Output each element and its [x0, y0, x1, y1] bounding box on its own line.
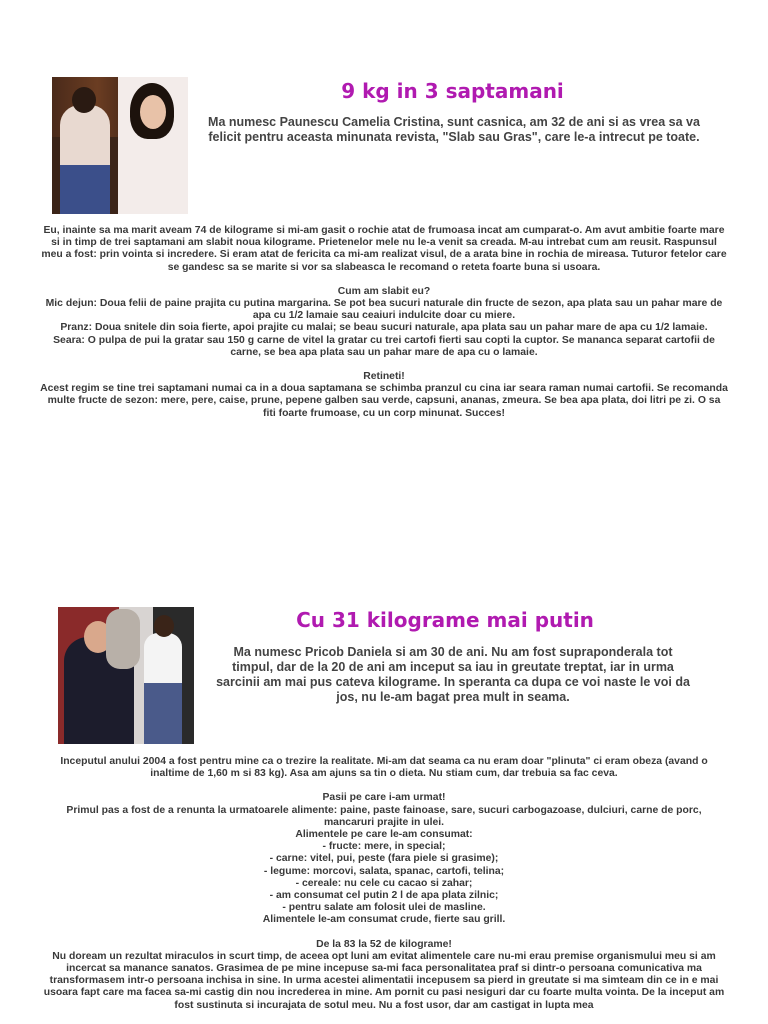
person-left-head [72, 87, 96, 113]
article-2-paragraph: Primul pas a fost de a renunta la urmatoarele alimente: paine, paste fainoase, sare, sucuri carbogazoase, dulciuri, carne de porc, mancaruri prajite in ulei. [66, 804, 702, 828]
article-2-title: Cu 31 kilograme mai putin [296, 608, 594, 632]
article-1-paragraph: Mic dejun: Doua felii de paine prajita cu putina margarina. Se pot bea sucuri naturale din fructe de sezon, apa plata sau un pahar mare de apa cu 1/2 lamaie sau ceaiuri indulcite doar cu miere. [45, 298, 723, 322]
article-2-list-item: - pentru salate am folosit ulei de masline. [282, 902, 486, 914]
article-2-list-item: - legume: morcovi, salata, spanac, cartofi, telina; [263, 865, 505, 877]
article-1-heading: Retineti! [363, 371, 405, 383]
article-1-paragraph: Eu, inainte sa ma marit aveam 74 de kilograme si mi-am gasit o rochie atat de frumoasa incat am cumparat-o. Am avut ambitie foarte mare si in timp de trei saptamani am slabit noua kilograme. Prietenelor mele nu le-a venit sa creada. M-au intrebat cum am reusit. Raspunsul meu a fost: prin vointa si incredere. Si eram atat de fericita ca mi-am realizat visul, de a arata bine in rochia de mireasa. Tuturor fetelor care se gandesc sa se marite si vor sa slabeasca le recomand o reteta foarte buna si usoara. [41, 225, 727, 273]
article-2-paragraph: Inceputul anului 2004 a fost pentru mine ca o trezire la realitate. Mi-am dat seama ca nu eram doar "plinuta" ci eram obeza (avand o inaltime de 1,60 m si 83 kg). Asa am ajuns sa tin o dieta. Nu stiam cum, dar trebuia sa fac ceva. [60, 756, 708, 780]
article-2-photo [58, 607, 194, 744]
article-1-heading: Cum am slabit eu? [337, 285, 431, 297]
person-left-figure [60, 105, 110, 214]
article-2-list-title: Alimentele pe care le-am consumat: [295, 829, 473, 841]
article-2-paragraph: Alimentele le-am consumat crude, fierte sau grill. [262, 914, 506, 926]
article-2-heading: Pasii pe care i-am urmat! [322, 792, 446, 804]
person-right-head [154, 615, 174, 637]
article-2-heading: De la 83 la 52 de kilograme! [316, 938, 452, 950]
article-1-paragraph: Acest regim se tine trei saptamani numai ca in a doua saptamana se schimba pranzul cu cina iar seara raman numai cartofii. Se recomanda multe fructe de sezon: mere, pere, caise, prune, pepene galben sau verde, capsuni, ananas, zmeura. Se bea apa plata, doi litri pe zi. O sa fiti foarte frumoase, cu un corp minunat. Succes! [40, 383, 728, 419]
article-1-photo [52, 77, 188, 214]
article-1-title: 9 kg in 3 saptamani [341, 79, 564, 103]
article-1-paragraph: Pranz: Doua snitele din soia fierte, apoi prajite cu malai; se beau sucuri naturale, apa plata sau un pahar mare de apa cu 1/2 lamaie. [60, 322, 708, 334]
article-1-intro: Ma numesc Paunescu Camelia Cristina, sunt casnica, am 32 de ani si as vrea sa va felicit pentru aceasta minunata revista, "Slab sau Gras", care le-a intrecut pe toate. [208, 115, 700, 144]
article-2-body [40, 756, 728, 1012]
person-right-face [140, 95, 166, 129]
person-right-figure [144, 633, 182, 744]
article-2-list-item: - cereale: nu cele cu cacao si zahar; [295, 877, 473, 889]
person-back-figure [106, 609, 140, 669]
article-2-list-item: - fructe: mere, in special; [322, 841, 446, 853]
article-1-body [40, 225, 728, 420]
article-1-paragraph: Seara: O pulpa de pui la gratar sau 150 g carne de vitel la gratar cu trei cartofi fierti sau copti la cuptor. Se mananca separat cartofii de carne, se bea apa plata sau un pahar mare de apa cu o lamaie. [53, 334, 715, 358]
article-2-intro: Ma numesc Pricob Daniela si am 30 de ani. Nu am fost supraponderala tot timpul, dar de la 20 de ani am inceput sa iau in greutate treptat, iar in urma sarcinii am mai pus cateva kilograme. In speranta ca dupa ce voi naste le voi da jos, nu le-am bagat prea mult in seama. [216, 645, 690, 704]
article-2-list-item: - am consumat cel putin 2 l de apa plata zilnic; [269, 890, 499, 902]
article-2-list-item: - carne: vitel, pui, peste (fara piele si grasime); [269, 853, 499, 865]
article-2-paragraph: Nu doream un rezultat miraculos in scurt timp, de aceea opt luni am evitat alimentele care nu-mi erau premise organismului meu si am incercat sa manance sanatos. Grasimea de pe mine incepuse sa-mi faca personalitatea praf si dintr-o persoana comunicativa ma transformasem intr-o persoana inchisa in sine. In urma acestei alimentatii incepusem sa pierd in greutate si ma simteam din ce in e mai usoara fapt care ma facea sa-mi castig din nou increderea in mine. Am pornit cu pasi nesiguri dar cu foarte multa vointa. De la inceput am fost sustinuta si incurajata de sotul meu. Nu a fost usor, dar am castigat in lupta mea [43, 950, 725, 1011]
